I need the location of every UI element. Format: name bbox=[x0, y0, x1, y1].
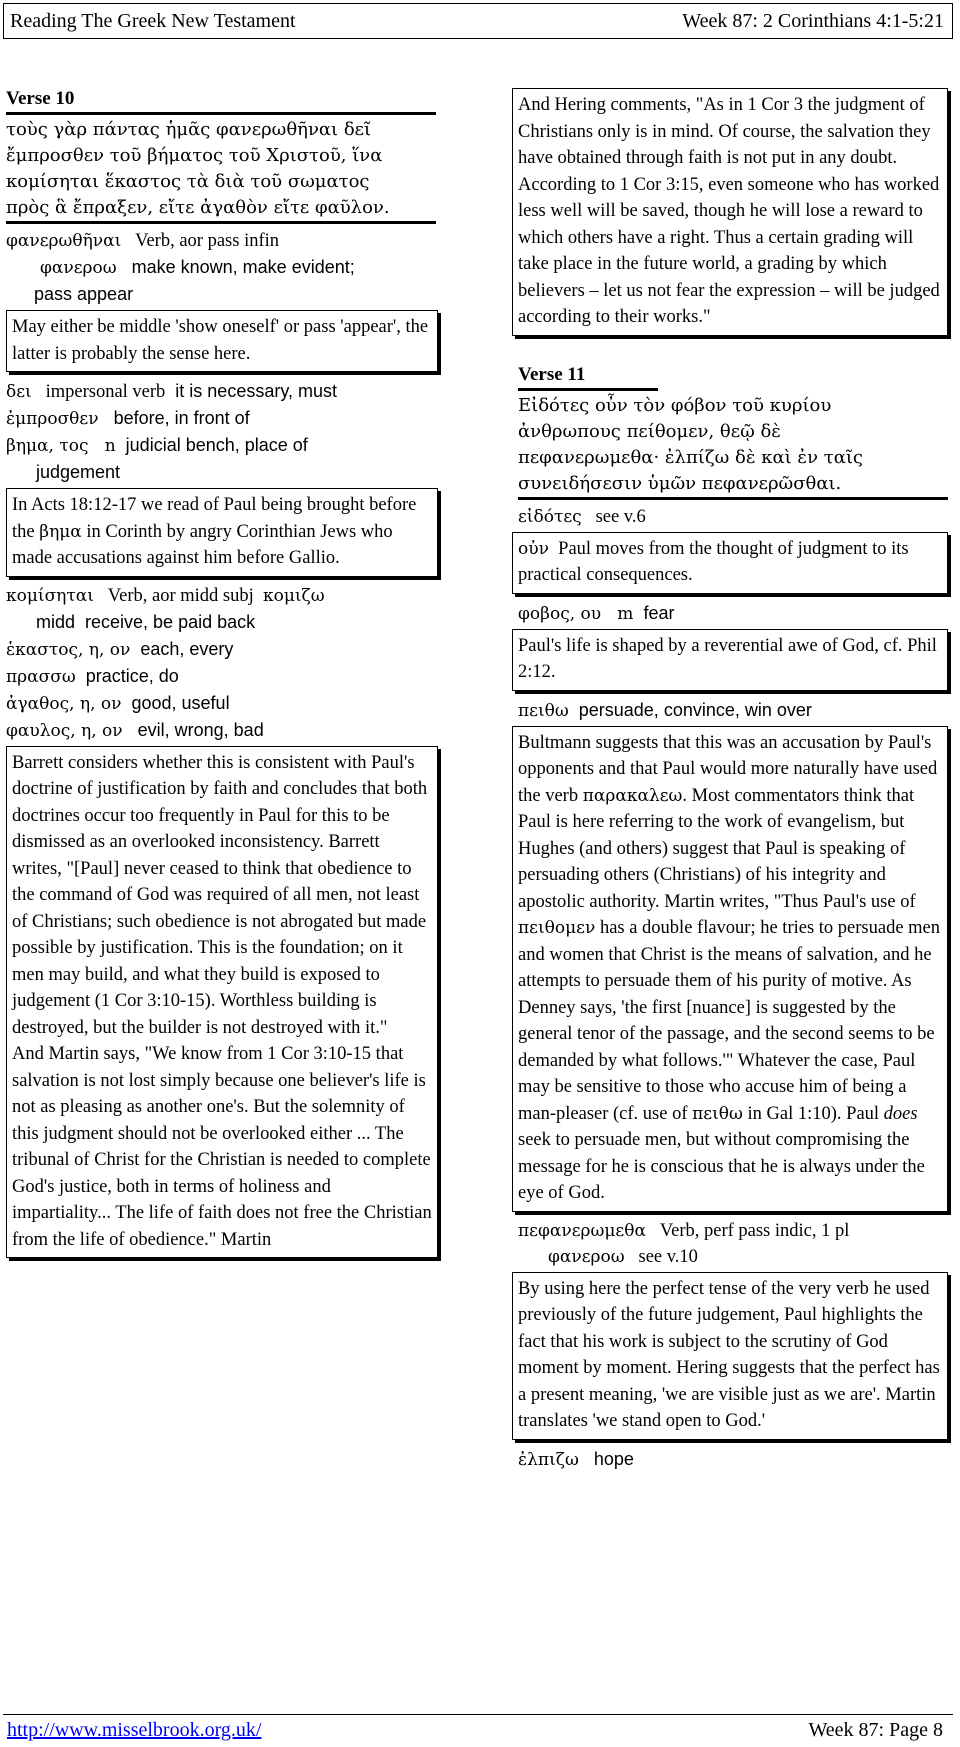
lexeme: δει bbox=[6, 382, 32, 402]
definition: it is necessary, must bbox=[165, 381, 338, 401]
definition: make known, make evident; bbox=[116, 257, 355, 277]
lexeme: βημα, τος n bbox=[6, 436, 116, 456]
lexeme: ἀγαθος, η, ον bbox=[6, 693, 122, 714]
lexeme: φανερωθῆναι bbox=[6, 231, 122, 251]
note-text: Paul moves from the thought of judgment to its practical consequences. bbox=[518, 538, 914, 585]
greek-line: ἔμπροσθεν τοῦ βήματος τοῦ Χριστοῦ, ἵνα bbox=[6, 145, 383, 166]
lexeme: φανεροω bbox=[548, 1246, 625, 1267]
lexeme: πεφανερωμεθα bbox=[518, 1220, 646, 1241]
note-box bbox=[6, 746, 438, 1259]
lexeme: φαυλος, η, ον bbox=[6, 720, 123, 741]
page-number: Week 87: Page 8 bbox=[808, 1719, 943, 1741]
definition: pass appear bbox=[34, 284, 134, 304]
note-text: And Martin says, "We know from 1 Cor 3:10-15 that salvation is not lost simply because one believer's life is not as pleasing as another one's. But the solemnity of this judgment should not be overlooked either ... The tribunal of Christ for the Christian is needed to complete God's justice, both in terms of holiness and impartiality... The life of faith does not free the Christian from the life of obedience." Martin bbox=[12, 1044, 432, 1250]
note-box bbox=[512, 532, 948, 594]
vocab-entry bbox=[6, 405, 442, 432]
vocab-entry-cont bbox=[518, 1244, 954, 1270]
note-text: in Gal 1:10). Paul bbox=[742, 1103, 884, 1124]
vocab-entry bbox=[6, 583, 442, 609]
grammar: impersonal verb bbox=[31, 382, 166, 402]
grammar: see v.6 bbox=[581, 506, 646, 527]
vocab-entry bbox=[518, 600, 954, 627]
vocab-entry bbox=[6, 378, 442, 405]
grammar: see v.10 bbox=[624, 1246, 698, 1267]
greek-line: ἀνθρωπους πείθομεν, θεῷ δὲ bbox=[518, 420, 781, 442]
note-text: seek to persuade men, but without compromising the message for he is conscious that he is always under the eye of God. bbox=[518, 1130, 925, 1203]
page-footer bbox=[3, 1714, 953, 1741]
note-box: By using here the perfect tense of the very verb he used previously of the future judgement, Paul highlights the fact that his work is subject to the scrutiny of God moment by moment. Hering suggests that the perfect has a present meaning, 'we are visible just as we are'. Martin translates 'we stand open to God.' bbox=[512, 1272, 948, 1440]
definition: evil, wrong, bad bbox=[122, 719, 264, 740]
vocab-entry-cont bbox=[6, 281, 442, 308]
verse-10-heading: Verse 10 bbox=[6, 88, 436, 115]
note-text: in Corinth by angry Corinthian Jews who made accusations against him before Gallio. bbox=[12, 521, 393, 568]
verse-10-greek-text bbox=[6, 117, 442, 224]
note-text: Barrett considers whether this is consistent with Paul's doctrine of justification by faith and concludes that both doctrines occur too frequently in Paul for this to be dismissed as an overlooked inconsistency. Barrett writes, "[Paul] never ceased to think that obedience to the command of God was required of all men, not least of Christians; such obedience is not abrogated but made possible by justification. This is the foundation; on it men may build, and what they build is exposed to judgement (1 Cor 3:10-15). Worthless building is destroyed, but the builder is not destroyed with it." bbox=[12, 752, 428, 1038]
greek-line: συνειδήσεσιν ὑμῶν πεφανερῶσθαι. bbox=[518, 471, 948, 500]
greek-line: Εἰδότες οὖν τὸν φόβον τοῦ κυρίου bbox=[518, 394, 832, 416]
vocab-entry bbox=[6, 432, 442, 459]
definition: each, every bbox=[130, 638, 234, 659]
note-box: And Hering comments, "As in 1 Cor 3 the judgment of Christians only is in mind. Of course, the salvation they have obtained through faith is not put in any doubt. According to 1 Cor 3:15, even someone who has worked less well will be saved, though he will lose a reward to which others have a right. Thus a certain grading will take place in the future world, a grading by which believers – let us not fear the expression – will be judged according to their works." bbox=[512, 88, 948, 336]
verse-11-greek-text bbox=[518, 393, 954, 500]
greek-word: παρακαλεω bbox=[582, 785, 683, 806]
greek-word: οὐν bbox=[518, 538, 549, 559]
note-box: May either be middle 'show oneself' or pass 'appear', the latter is probably the sense here. bbox=[6, 310, 438, 372]
verse-11-heading: Verse 11 bbox=[518, 364, 658, 391]
vocab-entry bbox=[6, 690, 442, 717]
definition: judgement bbox=[36, 462, 121, 482]
vocab-entry bbox=[6, 228, 442, 254]
greek-word: πειθω bbox=[692, 1103, 743, 1124]
lexeme: πειθω bbox=[518, 700, 569, 721]
left-column bbox=[6, 88, 442, 1264]
lexeme: πρασσω bbox=[6, 666, 76, 687]
site-link[interactable]: http://www.misselbrook.org.uk/ bbox=[7, 1719, 262, 1741]
lexeme: ἐλπιζω bbox=[518, 1449, 579, 1470]
definition: practice, do bbox=[75, 665, 179, 686]
lexeme: ἑκαστος, η, ον bbox=[6, 639, 131, 660]
right-column bbox=[518, 88, 954, 1473]
note-box bbox=[6, 488, 438, 577]
definition: hope bbox=[578, 1448, 634, 1469]
definition: good, useful bbox=[121, 692, 230, 713]
definition: fear bbox=[633, 602, 675, 623]
header-week: Week 87: 2 Corinthians 4:1-5:21 bbox=[682, 10, 944, 32]
greek-word: βημα bbox=[39, 521, 82, 542]
definition: persuade, convince, win over bbox=[568, 699, 812, 720]
note-box: Paul's life is shaped by a reverential awe of God, cf. Phil 2:12. bbox=[512, 629, 948, 691]
grammar: Verb, perf pass indic, 1 pl bbox=[645, 1220, 850, 1241]
note-text: Bultmann suggests that this was an accusation by Paul's opponents and that Paul would more naturally have used the verb bbox=[518, 732, 938, 806]
definition: midd receive, be paid back bbox=[36, 611, 256, 632]
vocab-entry-cont bbox=[6, 459, 442, 486]
note-text: . Most commentators think that Paul is here referring to the work of evangelism, but Hughes (and others) suggest that Paul is speaking of persuading others (Christians) of his integrity and apostolic authority. Martin writes, "Thus Paul's use of bbox=[518, 785, 916, 912]
note-text: In Acts 18:12-17 we read of Paul being brought before the bbox=[12, 495, 417, 542]
lexeme: ἐμπροσθεν bbox=[6, 409, 99, 429]
lexeme: εἰδότες bbox=[518, 506, 582, 527]
vocab-entry bbox=[518, 1446, 954, 1473]
lexeme: κομίσηται bbox=[6, 585, 94, 606]
definition: before, in front of bbox=[98, 408, 250, 428]
note-text: has a double flavour; he tries to persuade men and women that Christ is the means of salvation, and he attempts to persuade them of his purity of motive. As Denney says, 'the first [nuance] is suggested by the general tenor of the passage, and the second seems to be demanded by what follows.'" Whatever the case, Paul may be sensitive to those who accuse him of being a man-pleaser (cf. use of bbox=[518, 918, 941, 1124]
lexeme: φανερoω bbox=[40, 258, 117, 278]
vocab-entry bbox=[6, 663, 442, 690]
greek-line: πεφανερωμεθα· ἐλπίζω δὲ καὶ ἐν ταῖς bbox=[518, 446, 863, 468]
greek-line: πρὸς ἃ ἔπραξεν, εἴτε ἀγαθὸν εἴτε φαῦλον. bbox=[6, 195, 436, 224]
grammar: Verb, aor pass infin bbox=[121, 231, 280, 251]
lexeme: κομιζω bbox=[262, 585, 325, 606]
vocab-entry bbox=[6, 636, 442, 663]
vocab-entry-cont bbox=[6, 609, 442, 636]
vocab-entry bbox=[518, 697, 954, 724]
vocab-entry-cont bbox=[6, 254, 442, 281]
page-header bbox=[3, 3, 953, 39]
greek-line: κομίσηται ἕκαστος τὰ διὰ τοῦ σωματος bbox=[6, 171, 370, 192]
vocab-entry bbox=[6, 717, 442, 744]
vocab-entry bbox=[518, 1218, 954, 1244]
greek-line: τοὺς γὰρ πάντας ἡμᾶς φανερωθῆναι δεῖ bbox=[6, 119, 372, 140]
greek-word: πειθομεν bbox=[518, 918, 596, 938]
definition: judicial bench, place of bbox=[115, 435, 308, 455]
lexeme: φοβος, ου m bbox=[518, 603, 634, 624]
grammar: Verb, aor midd subj bbox=[93, 585, 263, 606]
emphasis-text: does bbox=[883, 1103, 918, 1124]
vocab-entry bbox=[518, 504, 954, 530]
note-box bbox=[512, 726, 948, 1212]
header-title: Reading The Greek New Testament bbox=[10, 10, 296, 32]
